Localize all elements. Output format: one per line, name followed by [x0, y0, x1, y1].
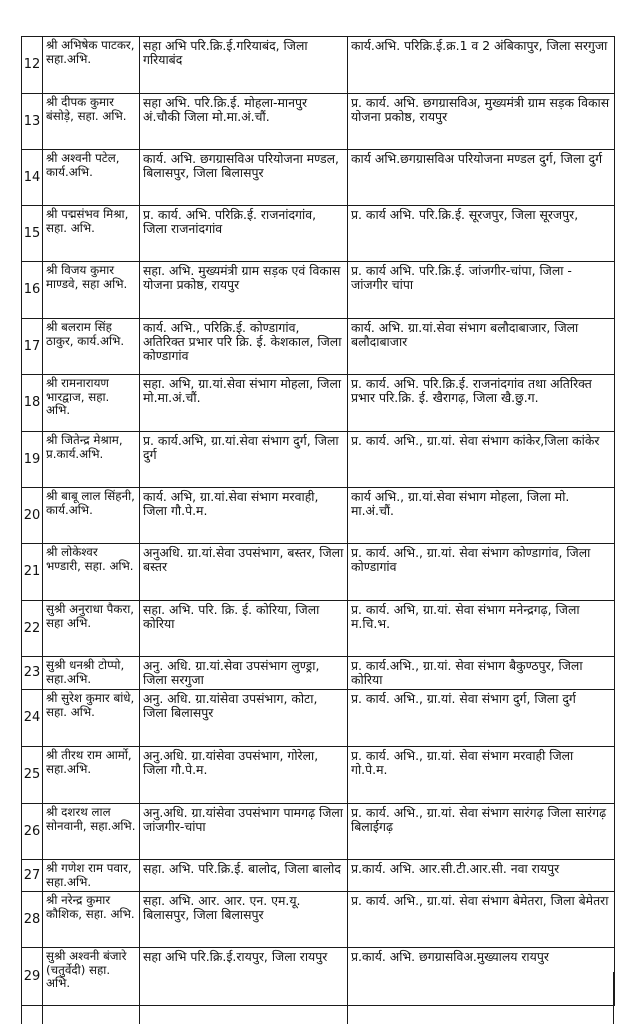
current-posting-cell: कार्य. अभि, ग्रा.यां.सेवा संभाग मरवाही, जिला गौ.पे.म. [140, 488, 348, 544]
current-posting-cell: अनु.अधि. ग्रा.यांसेवा उपसंभाग पामगढ़ जिला जांजगीर-चांपा [140, 804, 348, 860]
current-posting-cell: सहा. अभि. परि.क्रि.ई. बालोद, जिला बालोद [140, 860, 348, 892]
current-posting-cell: सहा अभि परि.क्रि.ई.गरियाबंद, जिला गरियाबंद [140, 37, 348, 94]
new-posting-cell: कार्य.अभि. परिक्रि.ई.क्र.1 व 2 अंबिकापुर, जिला सरगुजा [348, 37, 615, 94]
new-posting-cell: प्र. कार्य अभि. परि.क्रि.ई. जांजगीर-चांपा, जिला - जांजगीर चांपा [348, 262, 615, 319]
serial-number-cell: 29 [22, 948, 43, 1006]
serial-number-cell: 23 [22, 657, 43, 690]
serial-number-cell: 24 [22, 690, 43, 747]
current-posting-cell: सहा. अभि. परि. क्रि. ई. कोरिया, जिला कोरिया [140, 601, 348, 657]
serial-number-cell: 27 [22, 860, 43, 892]
officer-name-cell: श्री बाबू लाल सिंहनी, कार्य.अभि. [43, 488, 140, 544]
serial-number-cell: 22 [22, 601, 43, 657]
new-posting-cell: प्र. कार्य. अभि, ग्रा.यां. सेवा संभाग मनेन्द्रगढ़, जिला म.चि.भ. [348, 601, 615, 657]
officer-name-cell: श्री विजय कुमार माण्डवे, सहा अभि. [43, 262, 140, 319]
column-rule [42, 972, 43, 1024]
current-posting-cell: अनु. अधि. ग्रा.यांसेवा उपसंभाग, कोटा, जिला बिलासपुर [140, 690, 348, 747]
new-posting-cell: कार्य. अभि. ग्रा.यां.सेवा संभाग बलौदाबाजार, जिला बलौदाबाजार [348, 319, 615, 375]
officer-name-cell: श्री रामनारायण भारद्वाज, सहा. अभि. [43, 375, 140, 432]
table-row [22, 262, 615, 319]
new-posting-cell: प्र. कार्य. अभि., ग्रा.यां. सेवा संभाग दुर्ग, जिला दुर्ग [348, 690, 615, 747]
new-posting-cell: प्र. कार्य. अभि. परि.क्रि.ई. राजनांदगांव तथा अतिरिक्त प्रभार परि.क्रि. ई. खैरागढ़, जिला खै.छु.ग. [348, 375, 615, 432]
officer-name-cell: श्री अश्वनी पटेल, कार्य.अभि. [43, 150, 140, 206]
current-posting-cell: सहा. अभि, ग्रा.यां.सेवा संभाग मोहला, जिला मो.मा.अं.चौं. [140, 375, 348, 432]
officer-name-cell: श्री दशरथ लाल सोनवानी, सहा.अभि. [43, 804, 140, 860]
new-posting-cell: प्र.कार्य. अभि. छगग्रासविअ.मुख्यालय रायपुर [348, 948, 615, 1006]
current-posting-cell: प्र. कार्य. अभि. परिक्रि.ई. राजनांदगांव, जिला राजनांदगांव [140, 206, 348, 262]
table-row [22, 860, 615, 892]
current-posting-cell: प्र. कार्य.अभि, ग्रा.यां.सेवा संभाग दुर्ग, जिला दुर्ग [140, 432, 348, 488]
new-posting-cell: प्र. कार्य. अभि. छगग्रासविअ, मुख्यमंत्री ग्राम सड़क विकास योजना प्रकोष्ठ, रायपुर [348, 94, 615, 150]
table-row [22, 747, 615, 804]
serial-number-cell: 19 [22, 432, 43, 488]
serial-number-cell: 20 [22, 488, 43, 544]
officer-name-cell: श्री गणेश राम पवार, सहा.अभि. [43, 860, 140, 892]
column-rule [347, 972, 348, 1024]
current-posting-cell: सहा अभि. परि.क्रि.ई. मोहला-मानपुर अं.चौकी जिला मो.मा.अं.चौं. [140, 94, 348, 150]
serial-number-cell: 28 [22, 892, 43, 948]
officer-name-cell: सुश्री अनुराधा पैकरा, सहा अभि. [43, 601, 140, 657]
table-row [22, 150, 615, 206]
table-row [22, 488, 615, 544]
table-row [22, 94, 615, 150]
table-row [22, 37, 615, 94]
new-posting-cell: प्र. कार्य. अभि., ग्रा.यां. सेवा संभाग मरवाही जिला गो.पे.म. [348, 747, 615, 804]
new-posting-cell: प्र. कार्य. अभि., ग्रा.यां. सेवा संभाग कांकेर,जिला कांकेर [348, 432, 615, 488]
serial-number-cell: 14 [22, 150, 43, 206]
new-posting-cell: कार्य अभि., ग्रा.यां.सेवा संभाग मोहला, जिला मो. मा.अं.चौं. [348, 488, 615, 544]
serial-number-cell: 12 [22, 37, 43, 94]
serial-number-cell: 25 [22, 747, 43, 804]
current-posting-cell: सहा. अभि. मुख्यमंत्री ग्राम सड़क एवं विकास योजना प्रकोष्ठ, रायपुर [140, 262, 348, 319]
officer-name-cell: श्री पद्मसंभव मिश्रा, सहा. अभि. [43, 206, 140, 262]
officer-name-cell: श्री दीपक कुमार बंसोड़े, सहा. अभि. [43, 94, 140, 150]
table-row [22, 804, 615, 860]
current-posting-cell: कार्य. अभि. छगग्रासविअ परियोजना मण्डल, बिलासपुर, जिला बिलासपुर [140, 150, 348, 206]
table-row [22, 432, 615, 488]
table-row [22, 544, 615, 601]
serial-number-cell: 26 [22, 804, 43, 860]
serial-number-cell: 21 [22, 544, 43, 601]
current-posting-cell: सहा. अभि. आर. आर. एन. एम.यू. बिलासपुर, जिला बिलासपुर [140, 892, 348, 948]
serial-number-cell: 17 [22, 319, 43, 375]
current-posting-cell: कार्य. अभि., परिक्रि.ई. कोण्डागांव, अतिरिक्त प्रभार परि क्रि. ई. केशकाल, जिला कोण्डागांव [140, 319, 348, 375]
table-body [22, 37, 615, 1006]
new-posting-cell: कार्य अभि.छगग्रासविअ परियोजना मण्डल दुर्ग, जिला दुर्ग [348, 150, 615, 206]
officer-name-cell: श्री बलराम सिंह ठाकुर, कार्य.अभि. [43, 319, 140, 375]
officer-name-cell: सुश्री धनश्री टोप्पो, सहा.अभि. [43, 657, 140, 690]
table-row [22, 601, 615, 657]
table-continuation [21, 972, 614, 1024]
current-posting-cell: अनु. अधि. ग्रा.यां.सेवा उपसंभाग लुण्ड्रा, जिला सरगुजा [140, 657, 348, 690]
officer-name-cell: श्री अभिषेक पाटकर, सहा.अभि. [43, 37, 140, 94]
officer-name-cell: श्री लोकेश्वर भण्डारी, सहा. अभि. [43, 544, 140, 601]
officer-name-cell: श्री नरेन्द्र कुमार कौशिक, सहा. अभि. [43, 892, 140, 948]
officer-name-cell: श्री सुरेश कुमार बांधे, सहा. अभि. [43, 690, 140, 747]
officer-name-cell: श्री तीरथ राम आर्मो, सहा.अभि. [43, 747, 140, 804]
current-posting-cell: सहा अभि परि.क्रि.ई.रायपुर, जिला रायपुर [140, 948, 348, 1006]
current-posting-cell: अनु.अधि. ग्रा.यांसेवा उपसंभाग, गोरेला, जिला गौ.पे.म. [140, 747, 348, 804]
table-row [22, 892, 615, 948]
serial-number-cell: 16 [22, 262, 43, 319]
new-posting-cell: प्र. कार्य अभि. परि.क्रि.ई. सूरजपुर, जिला सूरजपुर, [348, 206, 615, 262]
new-posting-cell: प्र. कार्य. अभि., ग्रा.यां. सेवा संभाग सारंगढ़ जिला सारंगढ़ बिलाईगढ़ [348, 804, 615, 860]
serial-number-cell: 18 [22, 375, 43, 432]
serial-number-cell: 15 [22, 206, 43, 262]
table-row [22, 657, 615, 690]
new-posting-cell: प्र.कार्य. अभि. आर.सी.टी.आर.सी. नवा रायपुर [348, 860, 615, 892]
current-posting-cell: अनुअधि. ग्रा.यां.सेवा उपसंभाग, बस्तर, जिला बस्तर [140, 544, 348, 601]
new-posting-cell: प्र. कार्य. अभि., ग्रा.यां. सेवा संभाग बेमेतरा, जिला बेमेतरा [348, 892, 615, 948]
serial-number-cell: 13 [22, 94, 43, 150]
column-rule [613, 972, 614, 1024]
column-rule [139, 972, 140, 1024]
officer-name-cell: सुश्री अश्वनी बंजारे (चतुर्वेदी) सहा. अभि. [43, 948, 140, 1006]
transfer-table [21, 36, 615, 1006]
table-row [22, 690, 615, 747]
new-posting-cell: प्र. कार्य. अभि., ग्रा.यां. सेवा संभाग कोण्डागांव, जिला कोण्डागांव [348, 544, 615, 601]
officer-name-cell: श्री जितेन्द्र मेश्राम, प्र.कार्य.अभि. [43, 432, 140, 488]
table-row [22, 319, 615, 375]
table-row [22, 375, 615, 432]
table-row [22, 206, 615, 262]
column-rule [21, 972, 22, 1024]
new-posting-cell: प्र. कार्य.अभि., ग्रा.यां. सेवा संभाग बैकुण्ठपुर, जिला कोरिया [348, 657, 615, 690]
